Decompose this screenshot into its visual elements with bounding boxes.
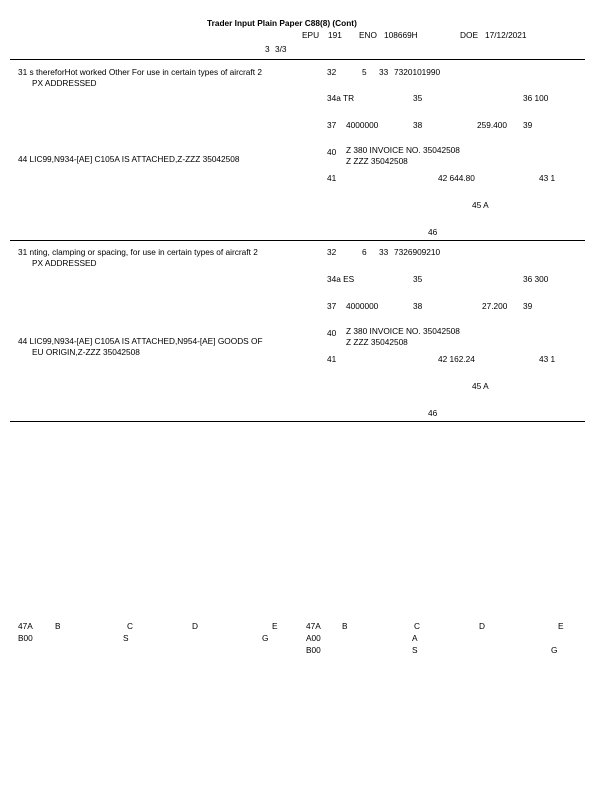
box35-label: 35 bbox=[413, 274, 423, 284]
box31-description: 31 s thereforHot worked Other For use in certain types of aircraft 2 bbox=[18, 67, 262, 77]
eno-value: 108669H bbox=[384, 30, 418, 40]
table-cell: G bbox=[262, 633, 269, 643]
box37-label: 37 bbox=[327, 301, 337, 311]
box36-preference: 36 100 bbox=[523, 93, 549, 103]
divider bbox=[10, 421, 585, 422]
box43-valuation: 43 1 bbox=[539, 173, 556, 183]
box40-previous-doc-cont: Z ZZZ 35042508 bbox=[346, 156, 408, 166]
box46-label: 46 bbox=[428, 408, 438, 418]
box43-valuation: 43 1 bbox=[539, 354, 556, 364]
box31-description: 31 nting, clamping or spacing, for use in certain types of aircraft 2 bbox=[18, 247, 258, 257]
box33-commodity-code: 7326909210 bbox=[394, 247, 441, 257]
eno-label: ENO bbox=[359, 30, 377, 40]
column-header: 47A bbox=[306, 621, 321, 631]
box45-adjustment: 45 A bbox=[472, 381, 489, 391]
box34a-country: 34a TR bbox=[327, 93, 355, 103]
box42-item-price: 42 644.80 bbox=[438, 173, 475, 183]
box38-net-mass: 259.400 bbox=[477, 120, 507, 130]
box31-description-cont: PX ADDRESSED bbox=[32, 78, 97, 88]
column-header: C bbox=[127, 621, 133, 631]
box37-procedure: 4000000 bbox=[346, 301, 379, 311]
box44-additional-info: 44 LIC99,N934-[AE] C105A IS ATTACHED,N954-[AE] GOODS OF bbox=[18, 336, 263, 346]
box39-label: 39 bbox=[523, 120, 533, 130]
box41-label: 41 bbox=[327, 173, 337, 183]
doe-label: DOE bbox=[460, 30, 478, 40]
box46-label: 46 bbox=[428, 227, 438, 237]
box42-item-price: 42 162.24 bbox=[438, 354, 475, 364]
table-cell: G bbox=[551, 645, 558, 655]
table-cell: S bbox=[412, 645, 418, 655]
epu-label: EPU bbox=[302, 30, 320, 40]
divider bbox=[10, 59, 585, 60]
column-header: 47A bbox=[18, 621, 33, 631]
box40-previous-doc-cont: Z ZZZ 35042508 bbox=[346, 337, 408, 347]
column-header: B bbox=[55, 621, 61, 631]
box33-commodity-code: 7320101990 bbox=[394, 67, 441, 77]
box44-additional-info-cont: EU ORIGIN,Z-ZZZ 35042508 bbox=[32, 347, 140, 357]
table-cell: A bbox=[412, 633, 418, 643]
form-title: Trader Input Plain Paper C88(8) (Cont) bbox=[207, 18, 357, 28]
box45-adjustment: 45 A bbox=[472, 200, 489, 210]
column-header: D bbox=[192, 621, 198, 631]
page-label: 3 bbox=[265, 44, 270, 54]
column-header: E bbox=[272, 621, 278, 631]
box40-previous-doc: Z 380 INVOICE NO. 35042508 bbox=[346, 145, 460, 155]
doe-value: 17/12/2021 bbox=[485, 30, 527, 40]
box39-label: 39 bbox=[523, 301, 533, 311]
box34a-country: 34a ES bbox=[327, 274, 355, 284]
box32-value: 6 bbox=[362, 247, 367, 257]
box44-additional-info: 44 LIC99,N934-[AE] C105A IS ATTACHED,Z-ZZZ 35042508 bbox=[18, 154, 240, 164]
box41-label: 41 bbox=[327, 354, 337, 364]
box38-label: 38 bbox=[413, 301, 423, 311]
table-cell: B00 bbox=[18, 633, 33, 643]
box38-label: 38 bbox=[413, 120, 423, 130]
divider bbox=[10, 240, 585, 241]
box31-description-cont: PX ADDRESSED bbox=[32, 258, 97, 268]
epu-value: 191 bbox=[328, 30, 342, 40]
box35-label: 35 bbox=[413, 93, 423, 103]
column-header: E bbox=[558, 621, 564, 631]
box36-preference: 36 300 bbox=[523, 274, 549, 284]
column-header: C bbox=[414, 621, 420, 631]
table-cell: B00 bbox=[306, 645, 321, 655]
column-header: B bbox=[342, 621, 348, 631]
box37-label: 37 bbox=[327, 120, 337, 130]
box33-label: 33 bbox=[379, 247, 389, 257]
box32-label: 32 bbox=[327, 247, 337, 257]
box38-net-mass: 27.200 bbox=[482, 301, 508, 311]
box37-procedure: 4000000 bbox=[346, 120, 379, 130]
table-cell: S bbox=[123, 633, 129, 643]
page-value: 3/3 bbox=[275, 44, 287, 54]
box33-label: 33 bbox=[379, 67, 389, 77]
box40-previous-doc: Z 380 INVOICE NO. 35042508 bbox=[346, 326, 460, 336]
box40-label: 40 bbox=[327, 328, 337, 338]
box40-label: 40 bbox=[327, 147, 337, 157]
box32-value: 5 bbox=[362, 67, 367, 77]
box32-label: 32 bbox=[327, 67, 337, 77]
column-header: D bbox=[479, 621, 485, 631]
table-cell: A00 bbox=[306, 633, 321, 643]
